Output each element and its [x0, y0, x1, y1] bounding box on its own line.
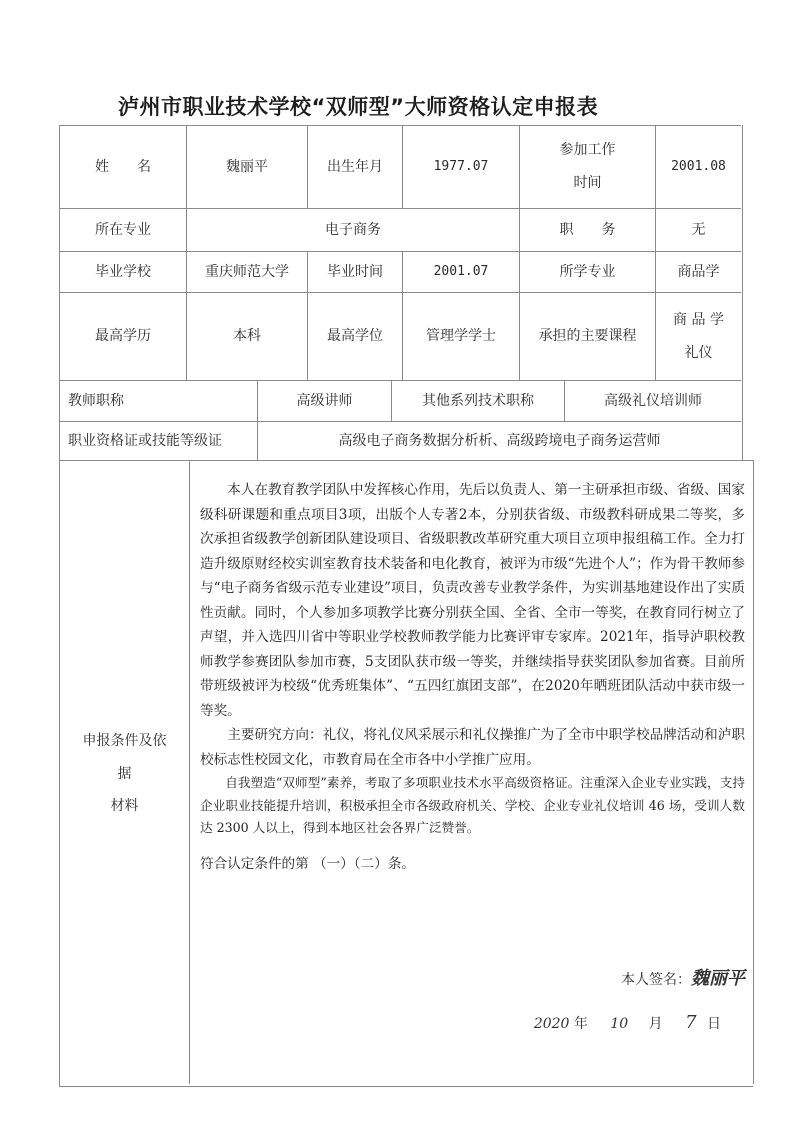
materials-label-line1: 申报条件及依: [82, 732, 167, 749]
birth-label: 出生年月: [307, 125, 402, 208]
signature-row: [621, 964, 745, 990]
studied-major-value: 商品学: [655, 251, 741, 292]
other-title-label: 其他系列技术职称: [391, 380, 564, 421]
position-value: 无: [655, 208, 741, 251]
table-right-border-upper: [0, 125, 743, 460]
grad-time-value: 2001.07: [402, 251, 519, 292]
name-label: 姓 名: [59, 125, 186, 208]
name-value: 魏丽平: [186, 125, 307, 208]
date-row: [534, 1012, 721, 1033]
degree-value: 管理学学士: [402, 292, 519, 380]
materials-paragraph-2: 主要研究方向：礼仪，将礼仪风采展示和礼仪操推广为了全市中职学校品牌活动和泸职校标志性校园文化，市教育局在全市各中小学推广应用。: [200, 727, 745, 768]
certificate-label: 职业资格证或技能等级证: [59, 421, 257, 460]
signature-label: 本人签名：: [621, 972, 691, 988]
education-label: 最高学历: [59, 292, 186, 380]
signature-value: 魏丽平: [691, 968, 745, 989]
table-bottom-border: [59, 1040, 753, 1087]
form-title: 泸州市职业技术学校“双师型”大师资格认定申报表: [118, 95, 599, 119]
materials-conclusion: 符合认定条件的第 （一）（二）条。: [200, 855, 416, 872]
school-value: 重庆师范大学: [186, 251, 307, 292]
other-title-value: 高级礼仪培训师: [564, 380, 741, 421]
date-day-unit: 日: [707, 1016, 721, 1032]
school-label: 毕业学校: [59, 251, 186, 292]
date-day: 7: [685, 1012, 697, 1033]
major-value: 电子商务: [186, 208, 519, 251]
materials-text: [200, 478, 745, 876]
degree-label: 最高学位: [307, 292, 402, 380]
teacher-title-value: 高级讲师: [257, 380, 391, 421]
date-year-unit: 年: [573, 1016, 588, 1032]
materials-label-line2: 据: [117, 765, 132, 782]
date-year: 2020: [533, 1016, 570, 1032]
birth-value: 1977.07: [402, 125, 519, 208]
materials-paragraph-3: 自我塑造“双师型”素养，考取了多项职业技术水平高级资格证。注重深入企业专业实践，支持企业职业技能提升培训，积极承担全市各级政府机关、学校、企业专业礼仪培训 46 场，受训人数达 2300 人以上，得到本地区社会各界广泛赞誉。: [200, 775, 745, 835]
work-start-label-line1: 参加工作: [559, 142, 616, 159]
courses-label: 承担的主要课程: [519, 292, 655, 380]
work-start-label-line2: 时间: [573, 175, 602, 191]
date-month: 10: [610, 1016, 629, 1032]
work-start-value: 2001.08: [655, 125, 741, 208]
courses-value-line1: 商 品 学: [673, 311, 724, 328]
courses-value-line2: 礼仪: [684, 344, 713, 361]
studied-major-label: 所学专业: [519, 251, 655, 292]
date-month-unit: 月: [648, 1016, 663, 1032]
materials-paragraph-1: 本人在教育教学团队中发挥核心作用，先后以负责人、第一主研承担市级、省级、国家级科研课题和重点项目3项，出版个人专著2本，分别获省级、市级教科研成果二等奖，多次承担省级教学创新团队建设项目、省级职教改革研究重大项目立项申报组稿工作。全力打造升级原财经校实训室教育技术装备和电化教育，被评为市级“先进个人”；作为骨干教师参与“电子商务省级示范专业建设”项目，负责改善专业教学条件，为实训基地建设作出了实质性贡献。同时，个人参加多项教学比赛分别获全国、全省、全市一等奖，在教育同行树立了声望，并入选四川省中等职业学校教师教学能力比赛评审专家库。2021年，指导泸职校教师教学参赛团队参加市赛，5支团队获市级一等奖，并继续指导获奖团队参加省赛。目前所带班级被评为校级“优秀班集体”、“五四红旗团支部”，在2020年晒班团队活动中获市级一等奖。: [200, 482, 745, 719]
major-label: 所在专业: [59, 208, 186, 251]
education-value: 本科: [186, 292, 307, 380]
position-label: 职 务: [519, 208, 655, 251]
materials-label-line3: 材料: [110, 798, 139, 815]
grad-time-label: 毕业时间: [307, 251, 402, 292]
certificate-value: 高级电子商务数据分析析、高级跨境电子商务运营师: [257, 421, 741, 460]
teacher-title-label: 教师职称: [59, 380, 257, 421]
